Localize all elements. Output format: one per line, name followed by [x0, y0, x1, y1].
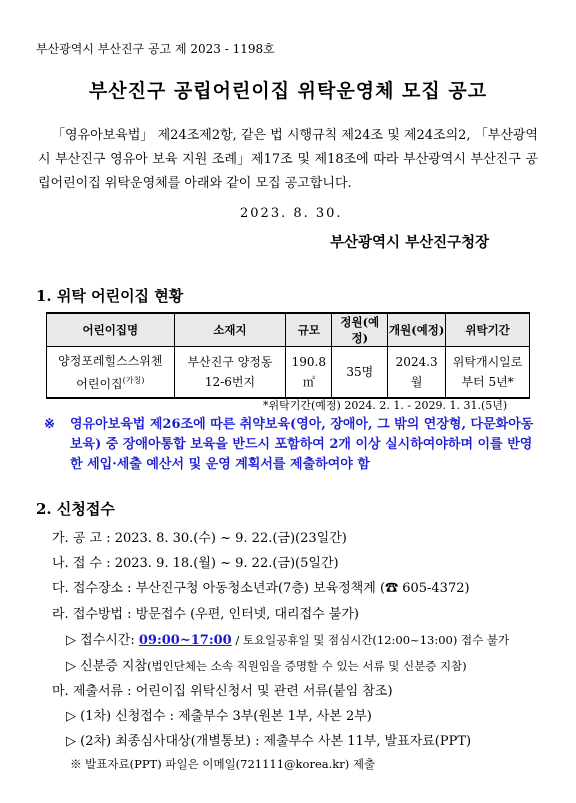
period-line1: 위탁개시일로 — [452, 355, 523, 369]
id-note: (법인단체는 소속 직원임을 증명할 수 있는 서류 및 신분증 지참) — [147, 659, 467, 673]
section1-heading: 1. 위탁 어린이집 현황 — [36, 287, 184, 305]
cell-name — [47, 347, 175, 399]
id-prefix: ▷ 신분증 지참 — [66, 659, 148, 674]
item-time — [66, 629, 509, 648]
section2-heading: 2. 신청접수 — [36, 500, 115, 518]
table-row — [47, 347, 530, 399]
cell-open: 2024.3월 — [388, 347, 446, 399]
address-line2: 12-6번지 — [204, 375, 256, 389]
item-method: 라. 접수방법 : 방문접수 (우편, 인터넷, 대리접수 불가) — [52, 607, 360, 622]
cell-capacity: 35명 — [332, 347, 388, 399]
page-title: 부산진구 공립어린이집 위탁운영체 모집 공고 — [88, 80, 488, 102]
item-docs2: ▷ (2차) 최종심사대상(개별통보) : 제출부수 사본 11부, 발표자료(PPT) — [66, 734, 472, 749]
item-id — [66, 655, 467, 674]
cell-period — [446, 347, 530, 399]
col-header: 소재지 — [174, 313, 286, 347]
item-public: 가. 공 고 : 2023. 8. 30.(수) ~ 9. 22.(금)(23일간) — [52, 531, 347, 546]
footnote: ※ 발표자료(PPT) 파일은 이메일(721111@korea.kr) 제출 — [70, 757, 376, 771]
time-value: 09:00~17:00 — [138, 633, 232, 648]
item-receipt: 나. 접 수 : 2023. 9. 18.(월) ~ 9. 22.(금)(5일간) — [52, 556, 339, 571]
table-header-row — [47, 313, 530, 347]
col-header: 규모 — [286, 313, 332, 347]
signer: 부산광역시 부산진구청장 — [330, 234, 490, 251]
name-note: (가칭) — [122, 375, 145, 385]
name-line2: 어린이집 — [76, 376, 123, 391]
name-line1: 양정포레힐스스위첸 — [58, 353, 163, 368]
notice-number: 부산광역시 부산진구 공고 제 2023 - 1198호 — [36, 42, 275, 56]
address-line1: 부산진구 양정동 — [187, 355, 273, 369]
col-header: 어린이집명 — [47, 313, 175, 347]
period-line2: 부터 5년* — [461, 375, 514, 389]
item-docs1: ▷ (1차) 신청접수 : 제출부수 3부(원본 1부, 사본 2부) — [66, 709, 372, 724]
item-place: 다. 접수장소 : 부산진구청 아동청소년과(7층) 보육정책계 (☎ 605-4372) — [52, 581, 470, 596]
period-note: *위탁기간(예정) 2024. 2. 1. - 2029. 1. 31.(5년) — [263, 399, 508, 412]
warning-text: 영유아보육법 제26조에 따른 취약보육(영아, 장애아, 그 밖의 연장형, 다문화아동 보육) 중 장애아통합 보육을 반드시 포함하여 2개 이상 실시하여야하며 이를 반영한 세입·세출 예산서 및 운영 계획서를 제출하여야 함 — [70, 417, 534, 472]
time-prefix: ▷ 접수시간: — [66, 633, 139, 648]
cell-size: 190.8㎡ — [286, 347, 332, 399]
announcement-date: 2023. 8. 30. — [240, 206, 343, 221]
warning-mark: ※ — [44, 417, 55, 432]
time-suffix: / 토요일공휴일 및 점심시간(12:00~13:00) 접수 불가 — [231, 633, 510, 647]
col-header: 개원(예정) — [388, 313, 446, 347]
item-docs: 마. 제출서류 : 어린이집 위탁신청서 및 관련 서류(붙임 참조) — [52, 684, 393, 699]
cell-address — [174, 347, 286, 399]
daycare-table — [46, 312, 530, 399]
col-header: 정원(예정) — [332, 313, 388, 347]
warning-note — [44, 415, 534, 475]
col-header: 위탁기간 — [446, 313, 530, 347]
intro-paragraph: 「영유아보육법」 제24조제2항, 같은 법 시행규칙 제24조 및 제24조의2, 「부산광역시 부산진구 영유아 보육 지원 조례」제17조 및 제18조에 따라 부산광역시 부산진구 공립어린이집 위탁운영체를 아래와 같이 모집 공고합니다. — [38, 128, 538, 191]
